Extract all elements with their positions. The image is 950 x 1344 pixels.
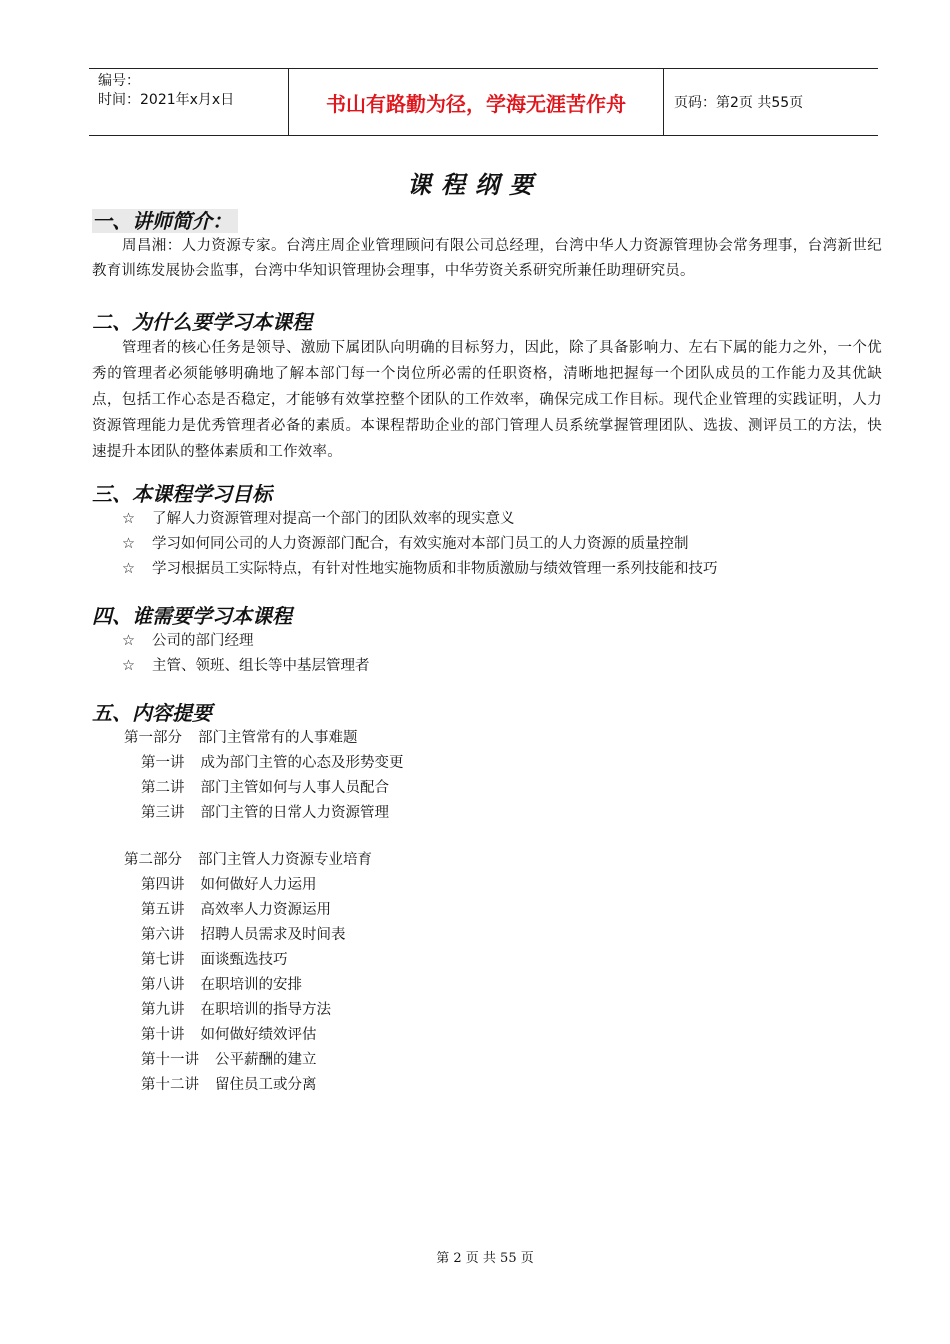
- star-icon: ☆: [122, 658, 135, 674]
- content-outline: [92, 726, 882, 1098]
- outline-lecture: 第十讲 如何做好绩效评估: [141, 1027, 317, 1043]
- page-header: [89, 68, 878, 136]
- outline-part: 第一部分 部门主管常有的人事难题: [124, 730, 358, 746]
- outline-lecture: 第九讲 在职培训的指导方法: [141, 1002, 331, 1018]
- outline-lecture: 第四讲 如何做好人力运用: [141, 877, 317, 893]
- page-footer: 第 2 页 共 55 页: [436, 1251, 534, 1266]
- header-meta: [89, 69, 289, 135]
- header-page-number: 页码：第2页 共55页: [674, 95, 804, 111]
- section-why: [92, 309, 882, 465]
- outline-part: 第二部分 部门主管人力资源专业培育: [124, 852, 372, 868]
- header-time: 时间：2021年x月x日: [98, 92, 235, 108]
- outline-lecture: 第七讲 面谈甄选技巧: [141, 952, 288, 968]
- star-icon: ☆: [122, 561, 135, 577]
- section-lecturer: [92, 208, 882, 284]
- list-item: ☆ 学习如何同公司的人力资源部门配合，有效实施对本部门员工的人力资源的质量控制: [92, 532, 882, 557]
- star-icon: ☆: [122, 536, 135, 552]
- lecturer-bio: 周昌湘：人力资源专家。台湾庄周企业管理顾问有限公司总经理，台湾中华人力资源管理协会常务理事，台湾新世纪教育训练发展协会监事，台湾中华知识管理协会理事，中华劳资关系研究所兼任助理研究员。: [92, 238, 882, 279]
- outline-lecture: 第六讲 招聘人员需求及时间表: [141, 927, 346, 943]
- section-heading: 一、讲师简介：: [92, 208, 882, 234]
- why-paragraph: 管理者的核心任务是领导、激励下属团队向明确的目标努力，因此，除了具备影响力、左右下属的能力之外，一个优秀的管理者必须能够明确地了解本部门每一个岗位所必需的任职资格，清晰地把握每一个团队成员的工作能力及其优缺点，包括工作心态是否稳定，才能够有效掌控整个团队的工作效率，确保完成工作目标。现代企业管理的实践证明，人力资源管理能力是优秀管理者必备的素质。本课程帮助企业的部门管理人员系统掌握管理团队、选拔、测评员工的方法，快速提升本团队的整体素质和工作效率。: [92, 340, 882, 460]
- list-item: ☆ 学习根据员工实际特点，有针对性地实施物质和非物质激励与绩效管理一系列技能和技巧: [92, 557, 882, 582]
- outline-lecture: 第十二讲 留住员工或分离: [141, 1077, 317, 1093]
- section-audience: [92, 603, 882, 679]
- section-outline: [92, 700, 882, 1098]
- outline-lecture: 第一讲 成为部门主管的心态及形势变更: [141, 755, 404, 771]
- list-item: ☆ 了解人力资源管理对提高一个部门的团队效率的现实意义: [92, 507, 882, 532]
- star-icon: ☆: [122, 511, 135, 527]
- header-number: 编号：: [98, 73, 140, 89]
- star-icon: ☆: [122, 633, 135, 649]
- section-heading: 三、本课程学习目标: [92, 482, 272, 506]
- section-heading: 二、为什么要学习本课程: [92, 310, 312, 334]
- document-title: 课程纲要: [407, 171, 543, 199]
- outline-lecture: 第三讲 部门主管的日常人力资源管理: [141, 805, 389, 821]
- outline-lecture: 第二讲 部门主管如何与人事人员配合: [141, 780, 389, 796]
- outline-spacer: [92, 826, 882, 848]
- list-item: ☆ 主管、领班、组长等中基层管理者: [92, 654, 882, 679]
- outline-lecture: 第五讲 高效率人力资源运用: [141, 902, 331, 918]
- section-goals: [92, 481, 882, 582]
- section-heading: 五、内容提要: [92, 701, 212, 725]
- audience-list: [92, 629, 882, 679]
- outline-lecture: 第八讲 在职培训的安排: [141, 977, 302, 993]
- goals-list: [92, 507, 882, 582]
- header-slogan: 书山有路勤为径，学海无涯苦作舟: [289, 69, 664, 135]
- outline-lecture: 第十一讲 公平薪酬的建立: [141, 1052, 317, 1068]
- section-heading: 四、谁需要学习本课程: [92, 604, 292, 628]
- list-item: ☆ 公司的部门经理: [92, 629, 882, 654]
